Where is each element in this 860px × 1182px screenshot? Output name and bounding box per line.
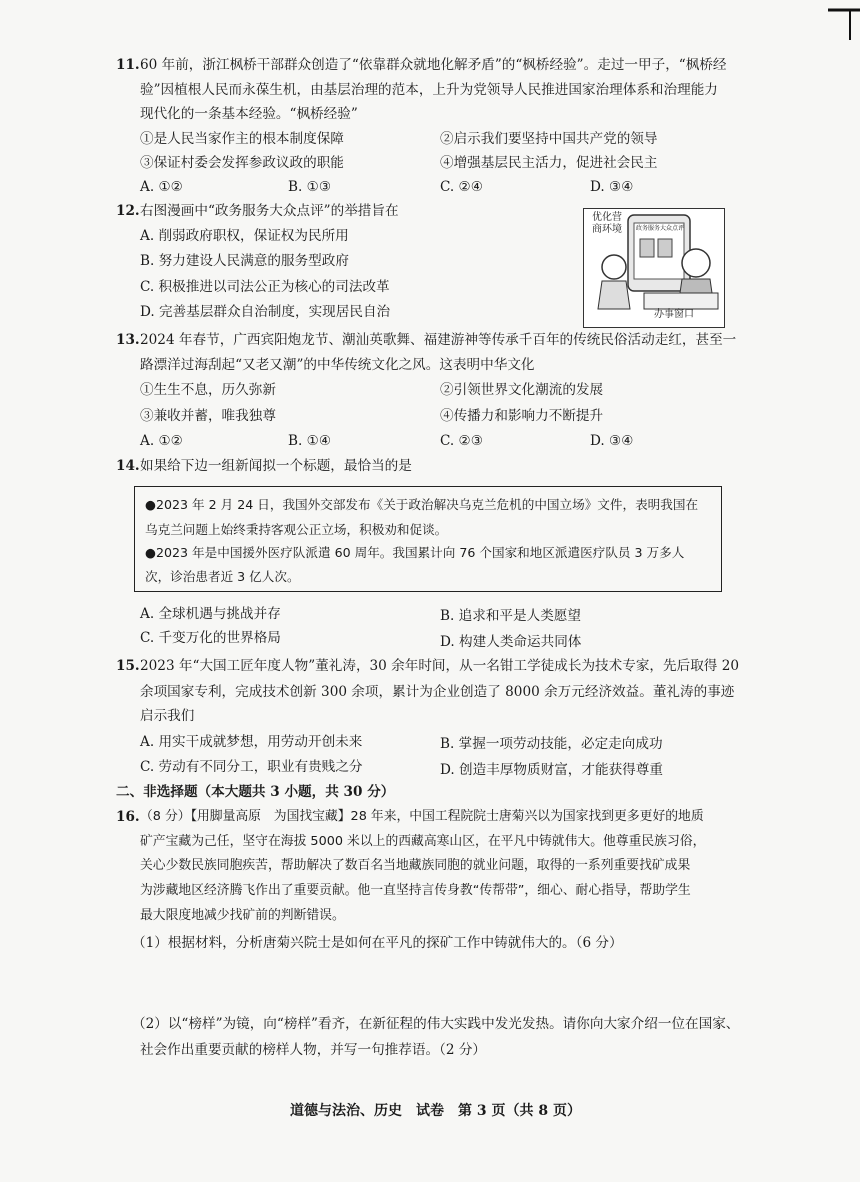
cartoon-label: 优化营 <box>592 212 622 223</box>
q16-sub2-line: （2）以“榜样”为镜，向“榜样”看齐，在新征程的伟大实践中发光发热。请你向大家介绍一位在国家、 <box>132 1016 740 1032</box>
q11-item: ③保证村委会发挥参政议政的职能 <box>140 155 344 171</box>
q13-item: ①生生不息，历久弥新 <box>140 382 276 398</box>
q14-choice-b: B. 追求和平是人类愿望 <box>440 608 581 624</box>
q12-choice-d: D. 完善基层群众自治制度，实现居民自治 <box>140 304 391 320</box>
q14-news-line: 乌克兰问题上始终秉持客观公正立场，积极劝和促谈。 <box>145 522 448 537</box>
q16-material-line: （8 分）【用脚量高原 为国找宝藏】28 年来，中国工程院院士唐菊兴以为国家找到更多更好的地质 <box>140 809 704 824</box>
q12-cartoon <box>583 208 725 328</box>
q12-choice-c: C. 积极推进以司法公正为核心的司法改革 <box>140 279 390 295</box>
q13-item: ④传播力和影响力不断提升 <box>440 408 604 424</box>
cartoon-label: 商环境 <box>592 224 622 235</box>
q15-stem-line: 启示我们 <box>140 708 195 724</box>
q15-choice-c: C. 劳动有不同分工，职业有贵贱之分 <box>140 759 363 775</box>
q14-news-line: ●2023 年是中国援外医疗队派遣 60 周年。我国累计向 76 个国家和地区派遣医疗队员 3 万多人 <box>145 545 685 560</box>
q16-sub1: （1）根据材料，分析唐菊兴院士是如何在平凡的探矿工作中铸就伟大的。（6 分） <box>132 935 623 951</box>
q14-stem: 如果给下边一组新闻拟一个标题，最恰当的是 <box>140 458 412 474</box>
corner-mark-icon <box>820 0 860 40</box>
q11-stem-line: 60 年前，浙江枫桥干部群众创造了“依靠群众就地化解矛盾”的“枫桥经验”。走过一甲子，“枫桥经 <box>140 57 727 73</box>
q11-number: 11. <box>116 57 140 73</box>
q12-choice-a: A. 削弱政府职权，保证权为民所用 <box>140 228 349 244</box>
q12-choice-b: B. 努力建设人民满意的服务型政府 <box>140 253 349 269</box>
q15-number: 15. <box>116 658 140 674</box>
q11-item: ①是人民当家作主的根本制度保障 <box>140 131 344 147</box>
q14-choice-a: A. 全球机遇与挑战并存 <box>140 606 281 622</box>
q13-choice-c: C. ②③ <box>440 433 483 449</box>
q15-stem-line: 2023 年“大国工匠年度人物”董礼涛，30 余年时间，从一名钳工学徒成长为技术专家，先后取得 20 <box>140 658 740 674</box>
q15-stem-line: 余项国家专利，完成技术创新 300 余项，累计为企业创造了 8000 余万元经济效益。董礼涛的事迹 <box>140 684 735 700</box>
q14-choice-d: D. 构建人类命运共同体 <box>440 634 582 650</box>
cartoon-screen-text: 政务服务大众点评 <box>636 225 685 232</box>
q11-stem-line: 现代化的一条基本经验。“枫桥经验” <box>140 106 358 122</box>
q11-choice-c: C. ②④ <box>440 179 483 195</box>
q13-choice-d: D. ③④ <box>590 433 634 449</box>
q11-choice-a: A. ①② <box>140 179 183 195</box>
q12-stem: 右图漫画中“政务服务大众点评”的举措旨在 <box>140 203 399 219</box>
q14-choice-c: C. 千变万化的世界格局 <box>140 630 281 646</box>
q15-choice-a: A. 用实干成就梦想，用劳动开创未来 <box>140 734 363 750</box>
q13-number: 13. <box>116 332 140 348</box>
q11-choice-d: D. ③④ <box>590 179 634 195</box>
page-footer: 道德与法治、历史 试卷 第 3 页（共 8 页） <box>290 1103 581 1119</box>
q11-choice-b: B. ①③ <box>288 179 332 195</box>
q16-material-line: 为涉藏地区经济腾飞作出了重要贡献。他一直坚持言传身教“传帮带”，细心、耐心指导，帮助学生 <box>140 883 691 898</box>
q16-number: 16. <box>116 809 140 825</box>
cartoon-desk-sign: 办事窗口 <box>654 309 694 320</box>
q13-item: ②引领世界文化潮流的发展 <box>440 382 604 398</box>
q13-stem-line: 路漂洋过海刮起“又老又潮”的中华传统文化之风。这表明中华文化 <box>140 357 535 373</box>
section-heading: 二、非选择题（本大题共 3 小题，共 30 分） <box>116 784 395 800</box>
q11-stem-line: 验”因植根人民而永葆生机，由基层治理的范本，上升为党领导人民推进国家治理体系和治理能力 <box>140 82 718 98</box>
q15-choice-b: B. 掌握一项劳动技能，必定走向成功 <box>440 736 663 752</box>
q11-item: ②启示我们要坚持中国共产党的领导 <box>440 131 658 147</box>
q16-material-line: 关心少数民族同胞疾苦，帮助解决了数百名当地藏族同胞的就业问题，取得的一系列重要找矿成果 <box>140 858 691 873</box>
q14-news-line: ●2023 年 2 月 24 日，我国外交部发布《关于政治解决乌克兰危机的中国立场》文件，表明我国在 <box>145 497 699 512</box>
q14-news-line: 次，诊治患者近 3 亿人次。 <box>145 569 300 584</box>
q14-news-box <box>134 486 722 592</box>
q13-item: ③兼收并蓄，唯我独尊 <box>140 408 276 424</box>
q14-number: 14. <box>116 458 140 474</box>
q11-item: ④增强基层民主活力，促进社会民主 <box>440 155 658 171</box>
q13-choice-b: B. ①④ <box>288 433 332 449</box>
q13-stem-line: 2024 年春节，广西宾阳炮龙节、潮汕英歌舞、福建游神等传承千百年的传统民俗活动走红，甚至一 <box>140 332 737 348</box>
q15-choice-d: D. 创造丰厚物质财富，才能获得尊重 <box>440 762 663 778</box>
q12-number: 12. <box>116 203 140 219</box>
q16-material-line: 最大限度地减少找矿前的判断错误。 <box>140 908 345 923</box>
q16-material-line: 矿产宝藏为己任，坚守在海拔 5000 米以上的西藏高寒山区，在平凡中铸就伟大。他尊重民族习俗， <box>140 834 706 849</box>
q16-sub2-line: 社会作出重要贡献的榜样人物，并写一句推荐语。（2 分） <box>140 1042 487 1058</box>
q13-choice-a: A. ①② <box>140 433 183 449</box>
